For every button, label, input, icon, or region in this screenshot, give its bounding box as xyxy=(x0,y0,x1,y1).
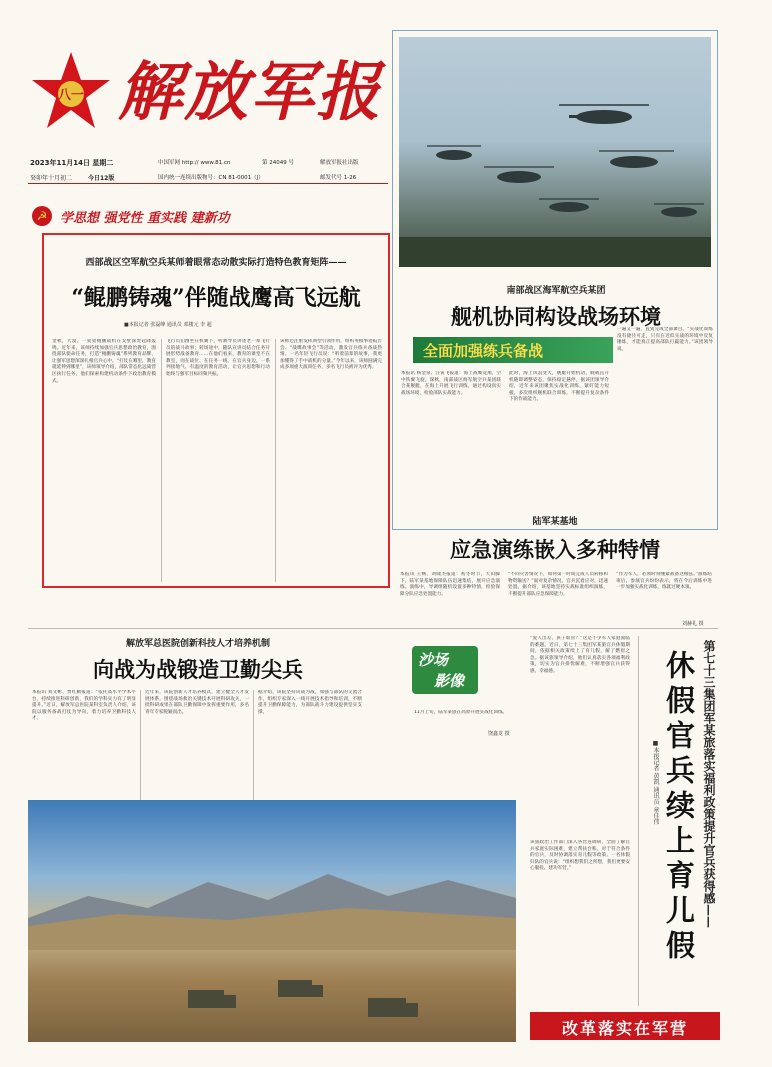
story-1-kicker: 西部战区空军航空兵某师着眼常态动散实际打造特色教育矩阵—— xyxy=(85,258,347,268)
story-4-col-3: 据介绍，该院坚持向战为战，加强与部队的交流合作，组织专家深入一线开展技术指导和培训，不断提升卫勤保障能力，为部队战斗力建设提供坚实支撑。 xyxy=(258,690,362,715)
svg-text:八一: 八一 xyxy=(57,88,85,103)
website: 中国军网 http:// www.81.cn xyxy=(158,160,231,166)
story-3-kicker: 陆军某基地 xyxy=(532,517,578,527)
story-1-byline: ■本报记者 张磊峰 通讯员 邓楼元 李 超 xyxy=(124,322,212,328)
sand-image-badge-line-1: 沙场 xyxy=(418,651,449,669)
issue-number: 第 24049 号 xyxy=(262,160,294,166)
story-4-headline: 向战为战锻造卫勤尖兵 xyxy=(93,657,303,682)
reform-banner-text: 改革落实在军营 xyxy=(561,1019,688,1038)
sand-image-badge-line-2: 影像 xyxy=(434,672,465,690)
story-1-divider-1 xyxy=(161,339,162,582)
pages-count: 今日12版 xyxy=(88,175,115,182)
masthead-rule xyxy=(28,183,388,184)
sand-image-caption: 11月上旬，陆军某旅在高原开展实战化训练。 xyxy=(414,710,508,715)
story-3-col-1: 本报讯 王畅、刘啸杰报道：初冬时节，天山脚下，陆军某基地保障队伍迅速集结，展开应急演练。演练中，导调组随机设置多种特情，检验保障分队应急处置能力。 xyxy=(400,572,500,597)
story-1-col-2: 飞行员们围坐在机翼下，听教导员讲述老一辈飞行员的战斗故事；转场途中，随队宣讲员结合任务开展形势战备教育……在他们看来，教育的课堂不在教室，而在战位、在任务一线、在官兵身边。一系列接地气、有温度的教育活动，让官兵思想和行动始终与强军目标同频共振。 xyxy=(166,339,270,377)
story-5-byline: ■本报记者 黄凯 通讯员 章佳伟 xyxy=(652,740,659,825)
party-emblem-icon: ☭ xyxy=(32,206,52,226)
sand-image-badge xyxy=(412,646,478,694)
story-4-kicker: 解放军总医院创新科技人才培养机制 xyxy=(125,639,270,649)
sand-image-credit: 饶鑫龙 摄 xyxy=(488,731,510,737)
story-5-divider xyxy=(638,636,639,1006)
story-5-headline: 休假官兵续上育儿假 xyxy=(662,650,696,965)
masthead-info xyxy=(30,158,385,186)
helicopter-photo xyxy=(399,37,711,267)
lunar-line: 癸卯年十月初二 xyxy=(30,175,73,182)
story-4-divider-1 xyxy=(140,690,141,802)
story-1-headline: “鲲鹏铸魂”伴随战鹰高飞远航 xyxy=(71,285,361,311)
masthead-title: 解放军报 xyxy=(118,55,382,130)
story-2-col-3: 一遍又一遍，直到完成全部课目。“实战化训练没有捷径可走，只有在近似实战的环境中反复锤炼，才能真正提高部队打赢能力。”该团领导说。 xyxy=(617,327,713,352)
publisher: 解放军报社出版 xyxy=(320,160,359,166)
story-4-col-2: 近年来，该院创新人才培养模式，建立健全人才发展体系，围绕战场救治关键技术开展科研攻关，一批科研成果在部队卫勤保障中发挥重要作用，多名青年专家脱颖而出。 xyxy=(145,690,249,715)
story-1-frame xyxy=(42,233,390,588)
story-5-col-1: “爱人出差，孩子谁管？”这是不少军人家庭面临的难题。近日，第七十三集团军某旅官兵休假期间，依据相关政策续上了育儿假，解了燃眉之急。据该旅领导介绍，他们认真落实各项福利政策，切实为官兵排忧解难，不断增强官兵获得感、幸福感。 xyxy=(530,636,630,674)
reform-banner xyxy=(530,1012,720,1040)
story-3-photo-credit: 刘赫礼 摄 xyxy=(682,621,704,627)
story-2-col-1: 本报讯 杨金泉、汪寅飞报道：海上战鹰竞翔，空中铁翼飞旋。深秋，南部战区海军航空兵某团联合某舰艇，在海上开展飞行训练，通过构设真实战场环境，检验部队实战能力。 xyxy=(401,371,501,396)
story-2-headline: 舰机协同构设战场环境 xyxy=(451,304,661,329)
cn-code: 国内统一连续出版物号：CN 81-0001（J） xyxy=(158,175,264,181)
story-4-col-1: 本报讯 刘文彬、贾红勤报道：“依托高水平学术平台，持续推进科研创新，我们的学科实力有了明显提升。”近日，解放军总医院某科室负责人介绍，该院以服务备战打仗为导向，着力培养卫勤科技人才。 xyxy=(32,690,136,722)
section-rule xyxy=(28,628,718,629)
date-line: 2023年11月14日 星期二 xyxy=(30,159,114,167)
story-1-divider-2 xyxy=(275,339,276,582)
campaign-banner-text: 学思想 强党性 重实践 建新功 xyxy=(60,211,230,226)
sand-image-block xyxy=(410,642,522,742)
story-5-kicker: 第七十三集团军某旅落实福利政策提升官兵获得感—— xyxy=(702,640,716,928)
army-emblem-icon xyxy=(30,50,112,132)
story-2-kicker: 南部战区海军航空兵某团 xyxy=(506,286,606,296)
story-3-headline: 应急演练嵌入多种特情 xyxy=(450,537,660,562)
drill-banner-text: 全面加强练兵备战 xyxy=(423,342,544,360)
story-5-col-2: 该旅政治工作部门深入各营连调研，全面了解官兵家庭实际困难，建立帮扶台账。对于符合条件的官兵，及时协调落实育儿假等政策。一名休假归队的官兵说：“组织想我们之所想，我们更要安心服役、建功军营。” xyxy=(530,840,630,872)
postal-code: 邮发代号 1-26 xyxy=(320,175,357,181)
story-3-col-2: “不同灾害情况下，如何第一时间完成人员转移和物资输送？”面对复杂情况，官兵沉着应对，迅速处置。据介绍，该基地坚持实战标准组织演练，不断提升部队应急保障能力。 xyxy=(508,572,608,597)
campaign-banner xyxy=(32,205,332,227)
story-3 xyxy=(392,430,718,630)
story-1-col-1: 金秋，大漠。一架架鲲鹏战机在戈壁深处起降轰鸣。近年来，该师持续加强官兵思想政治教育，围绕部队使命任务，打造“鲲鹏铸魂”系列教育品牌，让强军思想深深扎根官兵心中。“打仗在哪里，教育就延伸到哪里”，该师领导介绍，部队常态化远离营区执行任务，他们探索构建机动条件下政治教育模式。 xyxy=(52,339,156,384)
story-3-col-3: “作为军人，必须时刻绷紧战备这根弦。”演练结束后，参演官兵纷纷表示，将在今后训练中进一步加强实战化训练，练就过硬本领。 xyxy=(616,572,712,591)
story-2-col-2: 此时，海上风浪变大，舰艇开始机动，舰载直升机随即调整姿态，保持稳定悬停。据该团领导介绍，近年来该团聚焦实战化训练，紧盯能力短板，多次组织舰机联合训练，不断提升复杂条件下的作战能力。 xyxy=(509,371,609,403)
masthead xyxy=(28,30,388,190)
drill-banner xyxy=(413,337,613,363)
story-1-col-3: 该师还注重发挥典型引领作用，组织英模事迹报告会、“战鹰故事会”等活动，激发官兵练兵备战热情。一名年轻飞行员说：“听着前辈的故事，我更加懂得了手中战机的分量。”今年以来，该师圆满完成多项重大演训任务，多名飞行员被评为优秀。 xyxy=(280,339,382,371)
story-4-divider-2 xyxy=(253,690,254,802)
plateau-training-photo xyxy=(28,800,516,1042)
